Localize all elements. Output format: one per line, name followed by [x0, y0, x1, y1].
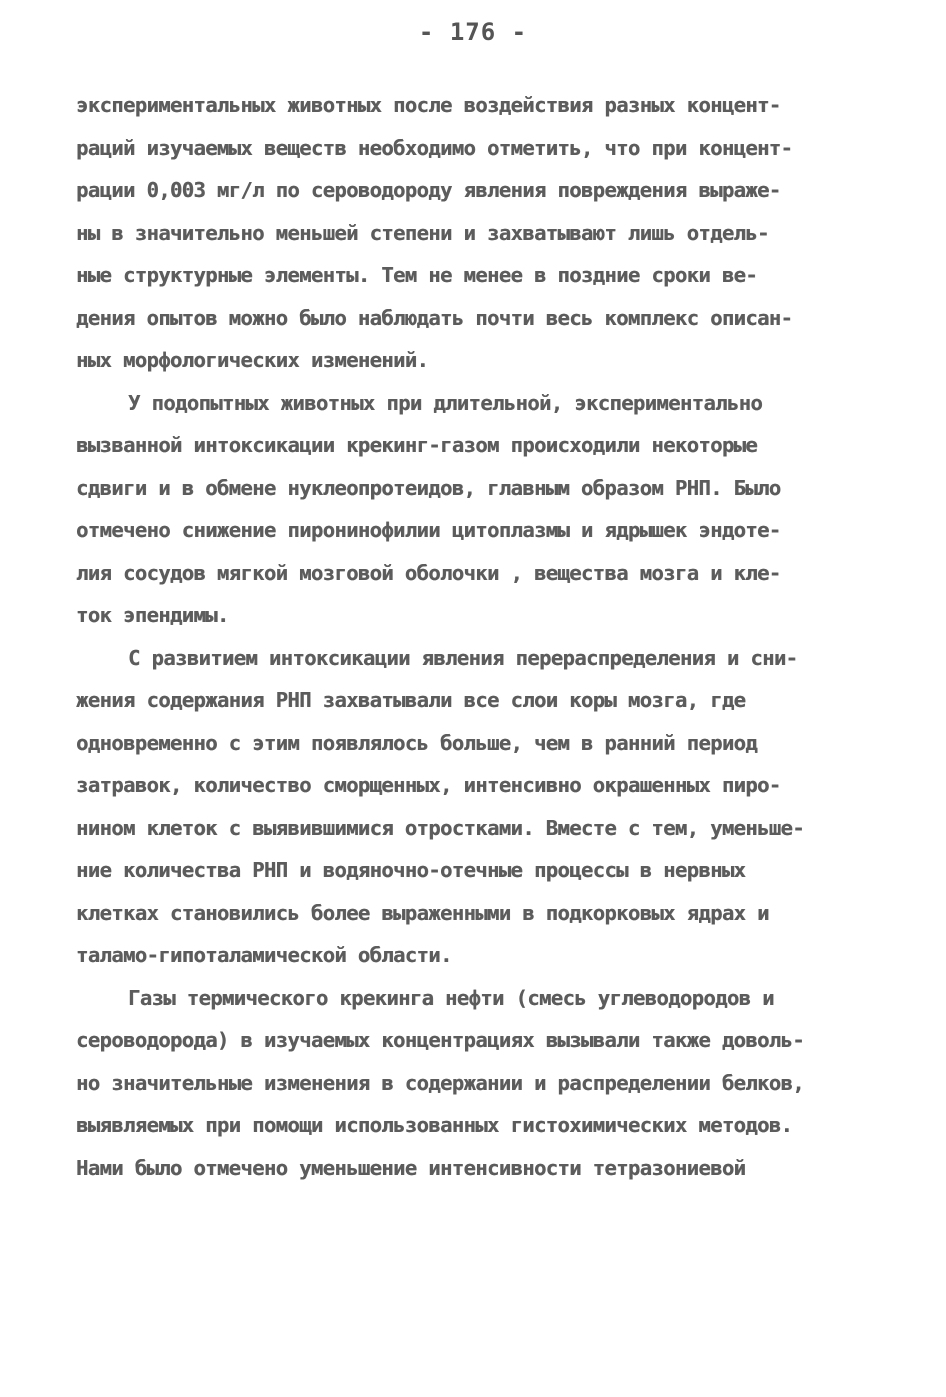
text-line: сероводорода) в изучаемых концентрациях вызывали также доволь-	[76, 1028, 805, 1052]
text-line: Нами было отмечено уменьшение интенсивности тетразониевой	[76, 1155, 746, 1180]
text-line: выявляемых при помощи использованных гистохимических методов.	[76, 1113, 793, 1137]
text-line: нином клеток с выявившимися отростками. Вместе с тем, уменьше-	[76, 815, 805, 840]
text-line: экспериментальных животных после воздействия разных концент-	[76, 93, 781, 117]
text-line: раций изучаемых веществ необходимо отметить, что при концент-	[76, 135, 793, 160]
text-line: отмечено снижение пиронинофилии цитоплазмы и ядрышек эндоте-	[76, 518, 781, 542]
paragraph-first-line: У подопытных животных при длительной, экспериментально	[128, 390, 763, 415]
text-line: ние количества РНП и водяночно-отечные процессы в нервных	[76, 858, 746, 882]
text-line: дения опытов можно было наблюдать почти весь комплекс описан-	[76, 305, 793, 330]
text-line: затравок, количество сморщенных, интенсивно окрашенных пиро-	[76, 773, 781, 797]
text-line: рации 0,003 мг/л по сероводороду явления повреждения выраже-	[76, 178, 781, 202]
text-line: лия сосудов мягкой мозговой оболочки , вещества мозга и кле-	[76, 560, 781, 585]
text-line: сдвиги и в обмене нуклеопротеидов, главным образом РНП. Было	[76, 475, 781, 500]
text-line: жения содержания РНП захватывали все слои коры мозга, где	[76, 688, 746, 712]
paragraph-first-line: Газы термического крекинга нефти (смесь углеводородов и	[128, 985, 774, 1010]
text-line: ных морфологических изменений.	[76, 348, 429, 372]
text-line: ток эпендимы.	[76, 603, 229, 627]
text-line: клетках становились более выраженными в подкорковых ядрах и	[76, 900, 769, 925]
page-number: - 176 -	[418, 18, 528, 46]
text-line: но значительные изменения в содержании и распределении белков,	[76, 1070, 805, 1095]
text-line: вызванной интоксикации крекинг-газом происходили некоторые	[76, 433, 758, 457]
text-line: одновременно с этим появлялось больше, чем в ранний период	[76, 730, 758, 755]
text-line: ные структурные элементы. Тем не менее в поздние сроки ве-	[76, 263, 758, 287]
text-line: ны в значительно меньшей степени и захватывают лишь отдель-	[76, 220, 769, 245]
paragraph-first-line: С развитием интоксикации явления перераспределения и сни-	[128, 645, 798, 670]
body-text	[76, 84, 876, 1189]
text-line: таламо-гипоталамической области.	[76, 943, 452, 967]
